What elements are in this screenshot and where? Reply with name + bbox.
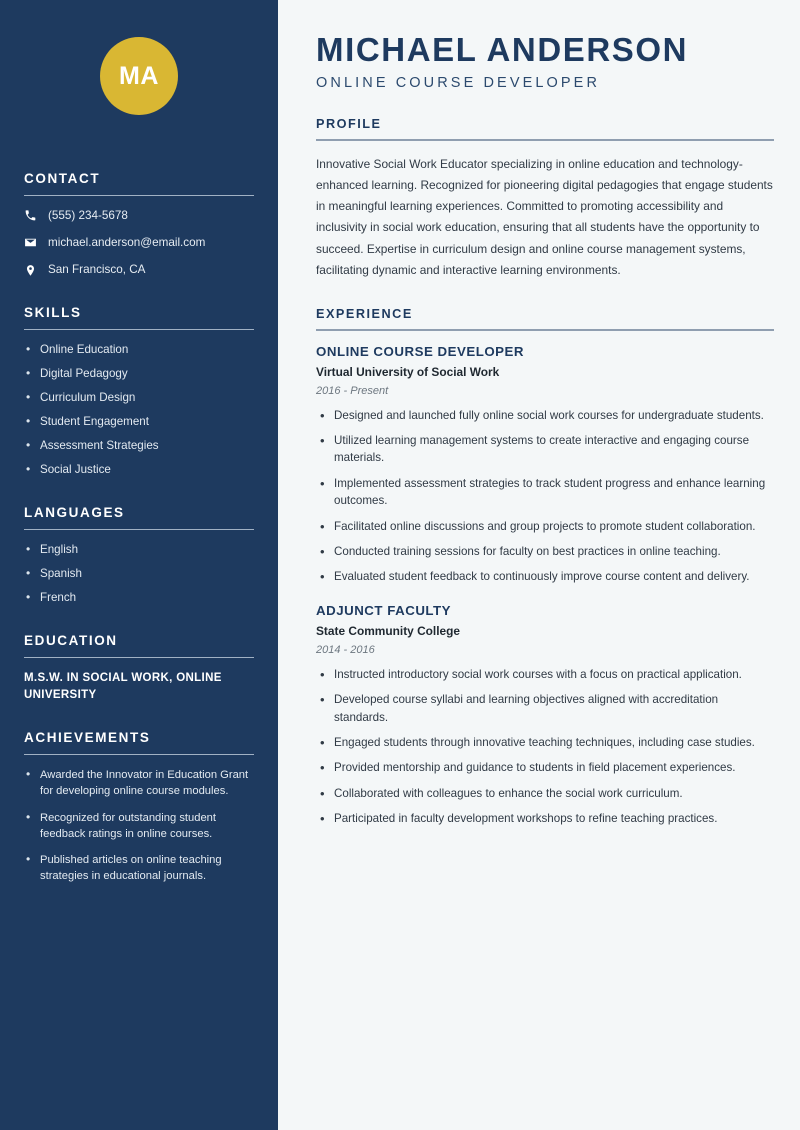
list-item: • Curriculum Design	[24, 390, 254, 406]
envelope-icon	[24, 236, 37, 249]
list-item: • Implemented assessment strategies to track student progress and enhance learning outcomes.	[316, 475, 774, 510]
contact-value: San Francisco, CA	[48, 263, 146, 277]
job-organization: Virtual University of Social Work	[316, 364, 500, 379]
list-item: • Digital Pedagogy	[24, 366, 254, 382]
list-item: • Facilitated online discussions and group projects to promote student collaboration.	[316, 518, 774, 535]
divider	[24, 754, 254, 755]
job-bullet-list	[316, 407, 774, 586]
divider	[316, 329, 774, 331]
job-dates: 2016 - Present	[316, 384, 389, 397]
profile-text: Innovative Social Work Educator specializing in online education and technology-enhanced learning. Recognized for pioneering digital pedagogies that engage students in meaningful learning experiences. Committed to promoting accessibility and inclusivity in social work education, ensuring that all students have the opportunity to succeed. Expertise in curriculum design and online course management systems, facilitating dynamic and interactive learning environments.	[316, 156, 773, 277]
sidebar-section-achievements	[24, 730, 254, 884]
profile-heading: PROFILE	[316, 117, 382, 132]
divider	[24, 529, 254, 530]
list-item: • Collaborated with colleagues to enhance the social work curriculum.	[316, 785, 774, 802]
contact-value: michael.anderson@email.com	[48, 236, 206, 250]
phone-icon	[24, 209, 37, 222]
divider	[24, 329, 254, 330]
languages-heading: LANGUAGES	[24, 504, 125, 520]
list-item: • Participated in faculty development workshops to refine teaching practices.	[316, 810, 774, 827]
contact-item-location[interactable]	[24, 262, 254, 277]
job-title: ADJUNCT FACULTY	[316, 602, 452, 618]
achievements-list	[24, 767, 254, 884]
list-item: • Assessment Strategies	[24, 438, 254, 454]
education-heading: EDUCATION	[24, 632, 118, 648]
contact-item-phone[interactable]	[24, 208, 254, 223]
job-title: ONLINE COURSE DEVELOPER	[316, 343, 525, 359]
experience-heading: EXPERIENCE	[316, 307, 413, 322]
list-item: • French	[24, 590, 254, 606]
list-item: • Conducted training sessions for faculty on best practices in online teaching.	[316, 543, 774, 560]
list-item: • Recognized for outstanding student feedback ratings in online courses.	[24, 810, 254, 842]
list-item: • Awarded the Innovator in Education Grant for developing online course modules.	[24, 767, 254, 799]
list-item: • Provided mentorship and guidance to students in field placement experiences.	[316, 759, 774, 776]
avatar-initials: MA	[119, 61, 159, 90]
page-title: MICHAEL ANDERSON	[316, 31, 689, 68]
avatar-wrap	[24, 0, 254, 115]
skills-heading: SKILLS	[24, 304, 82, 320]
list-item: • Social Justice	[24, 462, 254, 478]
skills-list	[24, 342, 254, 478]
list-item: • Designed and launched fully online social work courses for undergraduate students.	[316, 407, 774, 424]
sidebar-section-skills	[24, 305, 254, 478]
contact-value: (555) 234-5678	[48, 209, 128, 222]
achievements-heading: ACHIEVEMENTS	[24, 730, 151, 746]
job-organization: State Community College	[316, 623, 461, 638]
languages-list	[24, 542, 254, 606]
contact-list	[24, 208, 254, 278]
list-item: • Published articles on online teaching strategies in educational journals.	[24, 852, 254, 884]
education-item: M.S.W. IN SOCIAL WORK, ONLINE UNIVERSITY	[24, 671, 222, 701]
list-item: • Student Engagement	[24, 414, 254, 430]
contact-heading: CONTACT	[24, 171, 101, 186]
job-dates: 2014 - 2016	[316, 643, 375, 656]
experience-entry	[316, 603, 774, 828]
list-item: • Developed course syllabi and learning objectives aligned with accreditation standards.	[316, 691, 774, 726]
section-profile	[316, 117, 774, 281]
list-item: • Instructed introductory social work courses with a focus on practical application.	[316, 666, 774, 683]
experience-entry	[316, 344, 774, 586]
contact-item-email[interactable]	[24, 235, 254, 250]
list-item: • Online Education	[24, 342, 254, 358]
sidebar-section-education	[24, 633, 254, 703]
list-item: • Evaluated student feedback to continuously improve course content and delivery.	[316, 568, 774, 585]
job-bullet-list	[316, 666, 774, 828]
sidebar-section-contact	[24, 171, 254, 278]
divider	[24, 195, 254, 196]
list-item: • Engaged students through innovative teaching techniques, including case studies.	[316, 734, 774, 751]
divider	[316, 139, 774, 141]
list-item: • English	[24, 542, 254, 558]
avatar	[100, 37, 178, 115]
section-experience	[316, 307, 774, 827]
sidebar	[0, 0, 278, 1130]
sidebar-section-languages	[24, 505, 254, 606]
map-pin-icon	[24, 264, 37, 277]
list-item: • Utilized learning management systems to create interactive and engaging course materials.	[316, 432, 774, 467]
job-role-subtitle: ONLINE COURSE DEVELOPER	[316, 75, 601, 92]
divider	[24, 657, 254, 658]
main-content	[284, 0, 800, 1130]
list-item: • Spanish	[24, 566, 254, 582]
